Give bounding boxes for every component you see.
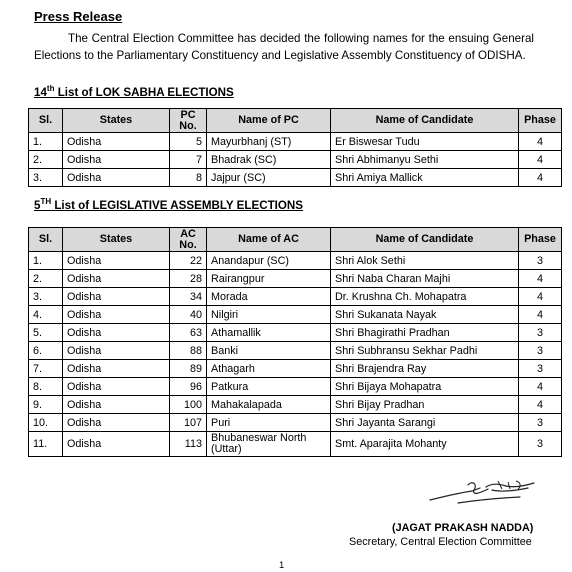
intro-text: The Central Election Committee has decided the following names for the ensuing General Elections to the Parliamentary Constituency and Legislative Assembly Constituency of ODISHA. (34, 32, 534, 62)
table-row (29, 169, 562, 187)
cell-candidate: Shri Sukanata Nayak (331, 306, 519, 324)
cell-state: Odisha (63, 252, 170, 270)
cell-candidate: Shri Abhimanyu Sethi (331, 151, 519, 169)
cell-sl: 2. (29, 151, 63, 169)
cell-phase: 4 (519, 270, 562, 288)
cell-constituency-name: Nilgiri (207, 306, 331, 324)
cell-sl: 2. (29, 270, 63, 288)
signatory-name: (JAGAT PRAKASH NADDA) (392, 522, 534, 534)
cell-constituency-no: 7 (170, 151, 207, 169)
table-row (29, 324, 562, 342)
cell-sl: 4. (29, 306, 63, 324)
cell-candidate: Dr. Krushna Ch. Mohapatra (331, 288, 519, 306)
cell-state: Odisha (63, 360, 170, 378)
table-row (29, 151, 562, 169)
cell-phase: 3 (519, 432, 562, 457)
assembly-heading-text: List of LEGISLATIVE ASSEMBLY ELECTIONS (51, 199, 303, 212)
column-header-states: States (63, 228, 170, 252)
cell-phase: 4 (519, 378, 562, 396)
cell-constituency-no: 40 (170, 306, 207, 324)
cell-candidate: Shri Naba Charan Majhi (331, 270, 519, 288)
signatory-designation: Secretary, Central Election Committee (349, 536, 532, 548)
table-row (29, 360, 562, 378)
assembly-table-body (29, 252, 562, 457)
cell-state: Odisha (63, 324, 170, 342)
cell-phase: 3 (519, 252, 562, 270)
cell-sl: 3. (29, 169, 63, 187)
assembly-heading-number: 5 (34, 199, 41, 212)
table-row (29, 378, 562, 396)
column-header-sl: Sl. (29, 228, 63, 252)
table-row (29, 306, 562, 324)
cell-phase: 4 (519, 151, 562, 169)
cell-constituency-no: 100 (170, 396, 207, 414)
cell-state: Odisha (63, 270, 170, 288)
cell-candidate: Smt. Aparajita Mohanty (331, 432, 519, 457)
table-row (29, 414, 562, 432)
cell-constituency-name: Mayurbhanj (ST) (207, 133, 331, 151)
cell-sl: 6. (29, 342, 63, 360)
lok-sabha-heading-number: 14 (34, 86, 47, 99)
cell-state: Odisha (63, 151, 170, 169)
cell-phase: 3 (519, 324, 562, 342)
cell-constituency-name: Banki (207, 342, 331, 360)
cell-constituency-name: Athagarh (207, 360, 331, 378)
cell-constituency-no: 28 (170, 270, 207, 288)
cell-state: Odisha (63, 432, 170, 457)
page-number: 1 (279, 560, 285, 571)
cell-constituency-name: Jajpur (SC) (207, 169, 331, 187)
cell-state: Odisha (63, 133, 170, 151)
cell-constituency-no: 63 (170, 324, 207, 342)
lok-sabha-heading (34, 86, 234, 99)
table-header-row (29, 109, 562, 133)
cell-phase: 3 (519, 360, 562, 378)
cell-constituency-no: 5 (170, 133, 207, 151)
cell-phase: 4 (519, 396, 562, 414)
cell-constituency-no: 96 (170, 378, 207, 396)
table-row (29, 288, 562, 306)
cell-constituency-name: Mahakalapada (207, 396, 331, 414)
assembly-table (28, 227, 562, 457)
cell-constituency-name: Bhadrak (SC) (207, 151, 331, 169)
cell-candidate: Shri Bijaya Mohapatra (331, 378, 519, 396)
cell-state: Odisha (63, 288, 170, 306)
cell-phase: 4 (519, 169, 562, 187)
cell-constituency-no: 89 (170, 360, 207, 378)
cell-constituency-no: 8 (170, 169, 207, 187)
cell-candidate: Shri Amiya Mallick (331, 169, 519, 187)
column-header-name-of-pc: Name of PC (207, 109, 331, 133)
cell-constituency-name: Patkura (207, 378, 331, 396)
cell-constituency-name: Bhubaneswar North (Uttar) (207, 432, 331, 457)
cell-constituency-no: 107 (170, 414, 207, 432)
cell-sl: 1. (29, 252, 63, 270)
cell-candidate: Shri Jayanta Sarangi (331, 414, 519, 432)
lok-sabha-heading-text: List of LOK SABHA ELECTIONS (54, 86, 234, 99)
table-row (29, 252, 562, 270)
cell-sl: 7. (29, 360, 63, 378)
cell-candidate: Shri Alok Sethi (331, 252, 519, 270)
cell-constituency-no: 113 (170, 432, 207, 457)
cell-constituency-name: Anandapur (SC) (207, 252, 331, 270)
column-header-phase: Phase (519, 228, 562, 252)
cell-constituency-name: Morada (207, 288, 331, 306)
column-header-ac-no: AC No. (170, 228, 207, 252)
cell-phase: 4 (519, 133, 562, 151)
cell-sl: 11. (29, 432, 63, 457)
table-row (29, 270, 562, 288)
cell-constituency-name: Puri (207, 414, 331, 432)
table-row (29, 133, 562, 151)
cell-state: Odisha (63, 378, 170, 396)
cell-state: Odisha (63, 342, 170, 360)
cell-constituency-name: Rairangpur (207, 270, 331, 288)
table-header-row (29, 228, 562, 252)
assembly-heading-suffix: TH (40, 197, 52, 207)
cell-sl: 1. (29, 133, 63, 151)
column-header-states: States (63, 109, 170, 133)
column-header-sl: Sl. (29, 109, 63, 133)
cell-constituency-no: 34 (170, 288, 207, 306)
lok-sabha-table (28, 108, 562, 187)
cell-candidate: Shri Bhagirathi Pradhan (331, 324, 519, 342)
cell-state: Odisha (63, 414, 170, 432)
cell-candidate: Shri Subhransu Sekhar Padhi (331, 342, 519, 360)
cell-state: Odisha (63, 169, 170, 187)
column-header-candidate: Name of Candidate (331, 109, 519, 133)
lok-sabha-heading-suffix: th (46, 84, 55, 94)
intro-paragraph (34, 30, 534, 64)
cell-sl: 9. (29, 396, 63, 414)
signature-image (428, 476, 548, 508)
cell-phase: 4 (519, 288, 562, 306)
lok-sabha-table-body (29, 133, 562, 187)
cell-candidate: Shri Brajendra Ray (331, 360, 519, 378)
cell-sl: 5. (29, 324, 63, 342)
cell-state: Odisha (63, 396, 170, 414)
column-header-name-of-ac: Name of AC (207, 228, 331, 252)
cell-candidate: Er Biswesar Tudu (331, 133, 519, 151)
cell-phase: 3 (519, 414, 562, 432)
cell-constituency-no: 88 (170, 342, 207, 360)
cell-sl: 8. (29, 378, 63, 396)
cell-constituency-no: 22 (170, 252, 207, 270)
table-row (29, 342, 562, 360)
page-title: Press Release (34, 9, 123, 24)
cell-sl: 3. (29, 288, 63, 306)
table-row (29, 396, 562, 414)
cell-sl: 10. (29, 414, 63, 432)
cell-constituency-name: Athamallik (207, 324, 331, 342)
cell-phase: 3 (519, 342, 562, 360)
column-header-candidate: Name of Candidate (331, 228, 519, 252)
cell-phase: 4 (519, 306, 562, 324)
column-header-pc-no: PC No. (170, 109, 207, 133)
cell-state: Odisha (63, 306, 170, 324)
table-row (29, 432, 562, 457)
assembly-heading (34, 199, 303, 212)
column-header-phase: Phase (519, 109, 562, 133)
cell-candidate: Shri Bijay Pradhan (331, 396, 519, 414)
